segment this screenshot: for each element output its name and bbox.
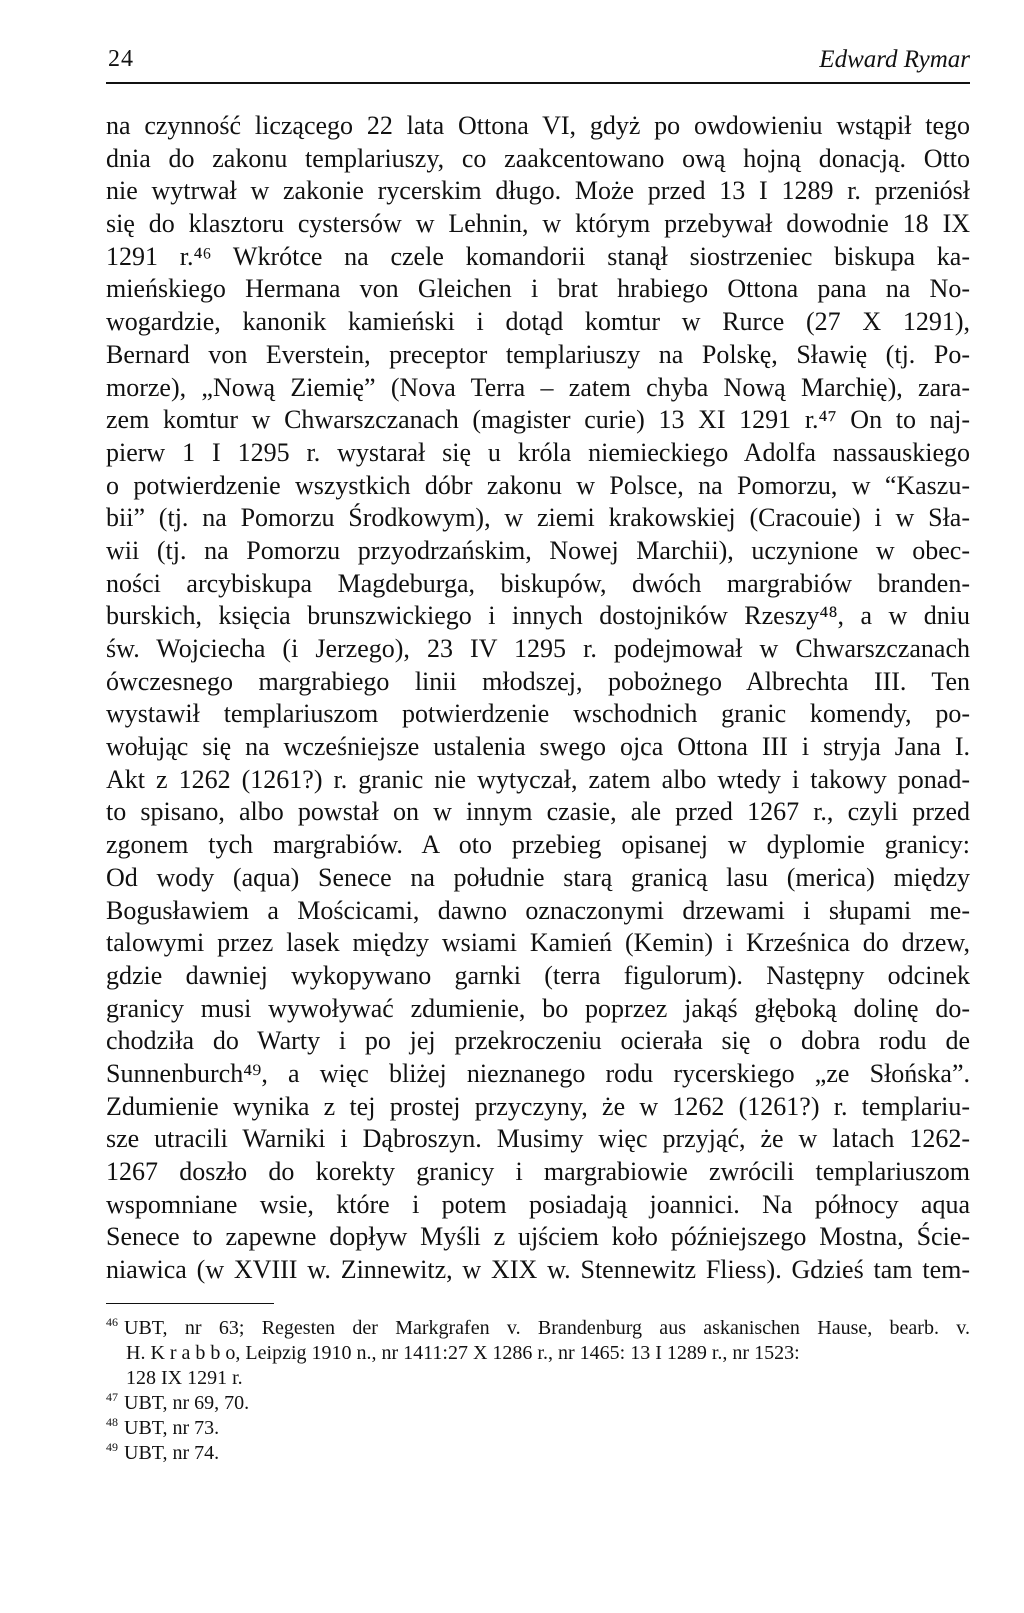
footnote-47 (106, 1391, 970, 1416)
footnote-text: UBT, nr 73. (124, 1416, 220, 1439)
body-line: zgonem tych margrabiów. A oto przebieg opisanej w dyplomie granicy: (106, 830, 970, 860)
body-line: na czynność liczącego 22 lata Ottona VI, gdyż po owdowieniu wstąpił tego (106, 111, 970, 140)
document-page (106, 38, 970, 1466)
body-line: to spisano, albo powstał on w innym czasie, ale przed 1267 r., czyli przed (106, 797, 970, 827)
body-line: nie wytrwał w zakonie rycerskim długo. Może przed 13 I 1289 r. przeniósł (106, 176, 970, 206)
footnote-mark: 49 (106, 1440, 118, 1455)
body-line: ówczesnego margrabiego linii młodszej, pobożnego Albrechta III. Ten (106, 666, 970, 696)
body-line: św. Wojciecha (i Jerzego), 23 IV 1295 r. podejmował w Chwarszczanach (106, 634, 970, 663)
body-line: niawica (w XVIII w. Zinnewitz, w XIX w. Stennewitz Fliess). Gdzieś tam tem- (106, 1255, 970, 1285)
footnote-46 (106, 1316, 970, 1341)
footnote-mark: 48 (106, 1415, 118, 1430)
body-line: Bogusławiem a Mościcami, dawno oznaczonymi drzewami i słupami me- (106, 895, 970, 925)
body-line: o potwierdzenie wszystkich dóbr zakonu w Polsce, na Pomorzu, w “Kaszu- (106, 470, 970, 500)
body-line: mieńskiego Hermana von Gleichen i brat hrabiego Ottona pana na No- (106, 274, 970, 304)
body-line: wołując się na wcześniejsze ustalenia swego ojca Ottona III i stryja Jana I. (106, 732, 970, 762)
footnote-46-line-2: H. K r a b b o, Leipzig 1910 n., nr 1411:27 X 1286 r., nr 1465: 13 I 1289 r., nr 1523: (126, 1341, 800, 1364)
footnote-text: UBT, nr 69, 70. (124, 1391, 250, 1414)
footnote-mark: 46 (106, 1315, 118, 1330)
body-line: sze utracili Warniki i Dąbroszyn. Musimy więc przyjąć, że w latach 1262- (106, 1124, 970, 1154)
body-line: zem komtur w Chwarszczanach (magister curie) 13 XI 1291 r.⁴⁷ On to naj- (106, 405, 970, 435)
body-line: wogardzie, kanonik kamieński i dotąd komtur w Rurce (27 X 1291), (106, 307, 970, 337)
body-line: Senece to zapewne dopływ Myśli z ujściem koło późniejszego Mostna, Ście- (106, 1222, 970, 1252)
body-line: Od wody (aqua) Senece na południe starą granicą lasu (merica) między (106, 862, 970, 892)
body-line: wystawił templariuszom potwierdzenie wschodnich granic komendy, po- (106, 699, 970, 729)
footnote-text: UBT, nr 74. (124, 1441, 220, 1464)
body-line: burskich, księcia brunszwickiego i innych dostojników Rzeszy⁴⁸, a w dniu (106, 601, 970, 631)
body-line: 1267 doszło do korekty granicy i margrabiowie zwrócili templariuszom (106, 1157, 970, 1186)
body-line: Akt z 1262 (1261?) r. granic nie wytyczał, zatem albo wtedy i takowy ponad- (106, 764, 970, 794)
footnote-separator (106, 1303, 274, 1304)
footnote-46-line-3: 128 IX 1291 r. (126, 1366, 243, 1389)
footnote-48 (106, 1416, 970, 1441)
body-line: chodziła do Warty i po jej przekroczeniu ocierała się o dobra rodu de (106, 1026, 970, 1056)
body-line: wspomniane wsie, które i potem posiadają joannici. Na północy aqua (106, 1189, 970, 1219)
footnote-mark: 47 (106, 1390, 118, 1405)
body-line: 1291 r.⁴⁶ Wkrótce na czele komandorii stanął siostrzeniec biskupa ka- (106, 241, 970, 271)
running-head-author: Edward Rymar (819, 46, 970, 73)
footnote-text: UBT, nr 63; Regesten der Markgrafen v. Brandenburg aus askanischen Hause, bearb. v. (124, 1316, 970, 1339)
body-line: dnia do zakonu templariuszy, co zaakcentowano ową hojną donacją. Otto (106, 143, 970, 173)
body-text (106, 110, 970, 1287)
body-line: Sunnenburch⁴⁹, a więc bliżej nieznanego rodu rycerskiego „ze Słońska”. (106, 1058, 970, 1088)
body-line: się do klasztoru cystersów w Lehnin, w którym przebywał dowodnie 18 IX (106, 209, 970, 239)
body-line: ności arcybiskupa Magdeburga, biskupów, dwóch margrabiów branden- (106, 568, 970, 598)
footnote-49 (106, 1441, 970, 1466)
body-line: pierw 1 I 1295 r. wystarał się u króla niemieckiego Adolfa nassauskiego (106, 437, 970, 467)
body-line: morze), „Nową Ziemię” (Nova Terra – zatem chyba Nową Marchię), zara- (106, 372, 970, 402)
body-line: wii (tj. na Pomorzu przyodrzańskim, Nowej Marchii), uczynione w obec- (106, 535, 970, 565)
body-line: Zdumienie wynika z tej prostej przyczyny, że w 1262 (1261?) r. templariu- (106, 1091, 970, 1121)
running-head (106, 38, 970, 84)
page-number: 24 (108, 46, 134, 72)
body-line: granicy musi wywoływać zdumienie, bo poprzez jakąś głęboką dolinę do- (106, 993, 970, 1023)
body-line: Bernard von Everstein, preceptor templariuszy na Polskę, Sławię (tj. Po- (106, 339, 970, 369)
body-line: bii” (tj. na Pomorzu Środkowym), w ziemi krakowskiej (Cracouie) i w Sła- (106, 503, 970, 533)
footnotes (106, 1316, 970, 1466)
body-line: gdzie dawniej wykopywano garnki (terra figulorum). Następny odcinek (106, 960, 970, 990)
body-line: talowymi przez lasek między wsiami Kamień (Kemin) i Krześnica do drzew, (106, 928, 970, 958)
